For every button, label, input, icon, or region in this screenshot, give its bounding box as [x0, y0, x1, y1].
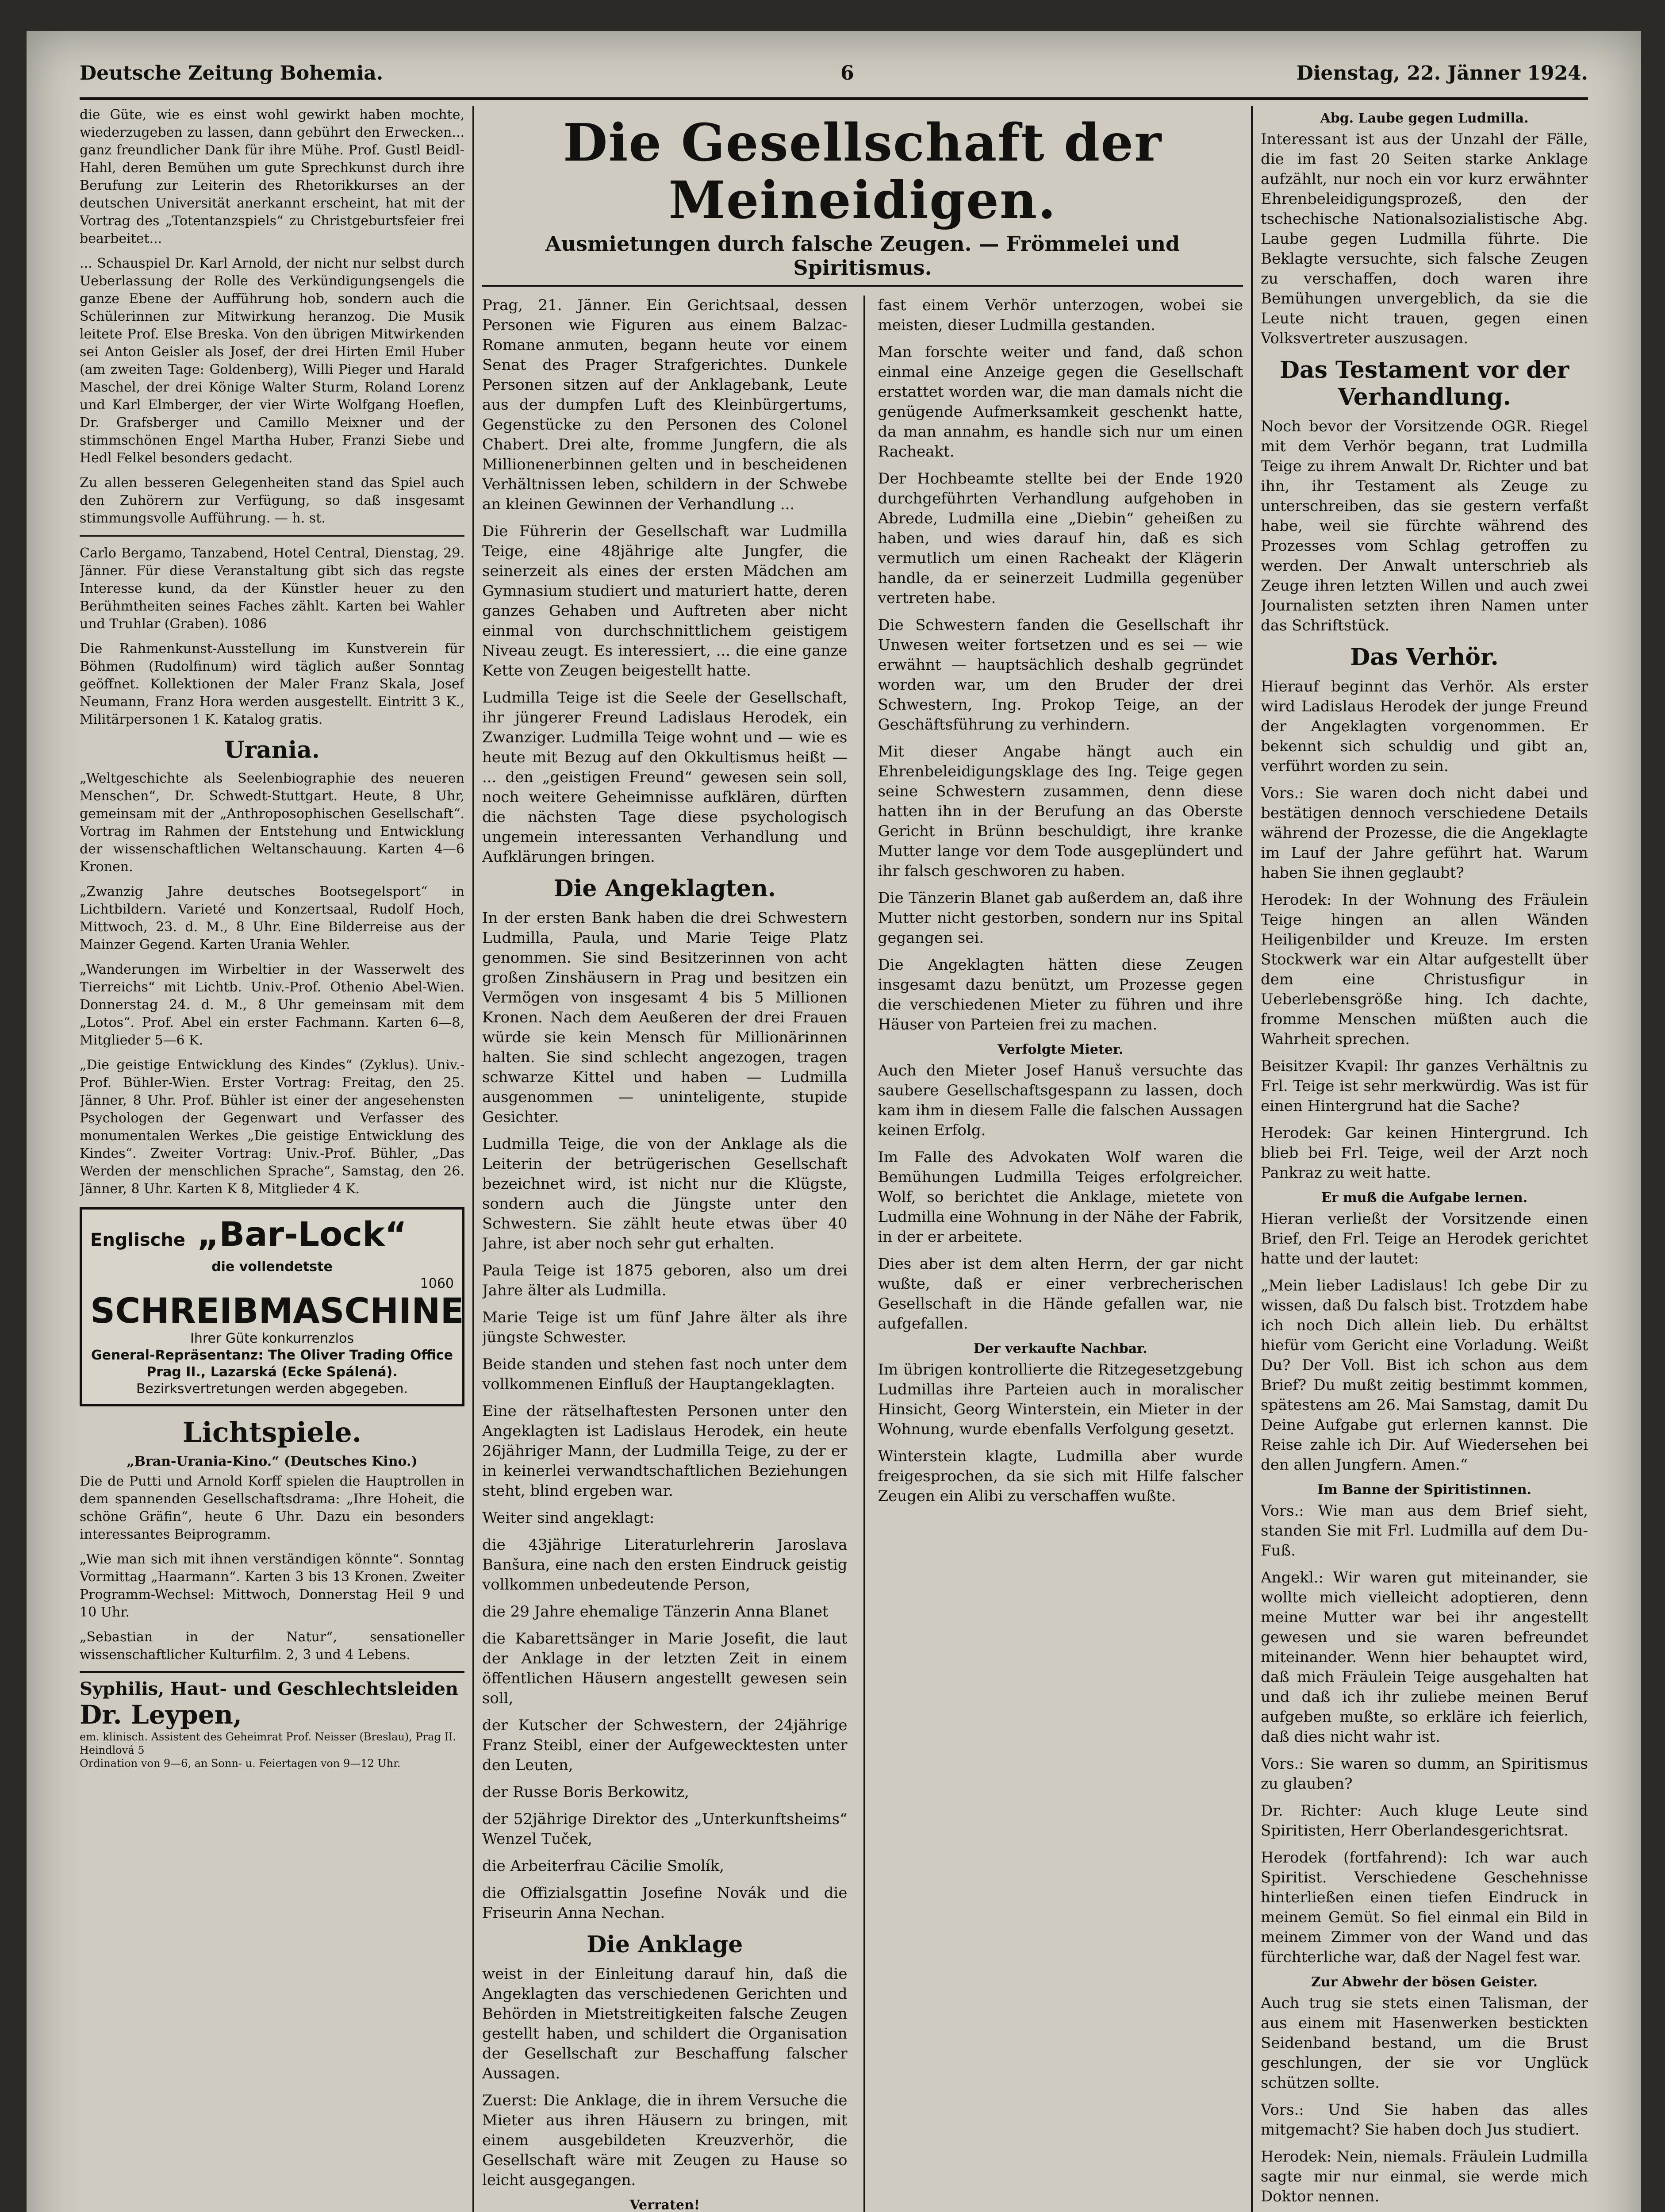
article-paragraph: Man forschte weiter und fand, daß schon einmal eine Anzeige gegen die Gesellschaft erstattet worden war, die man damals nicht die genügende Aufmerksamkeit geschenkt hatte, da man annahm, es handle sich nur um einen Racheakt.: [878, 343, 1243, 461]
article-paragraph: Winterstein klagte, Ludmilla aber wurde freigesprochen, da sie sich mit Hilfe falscher Zeugen ein Alibi zu verschaffen wußte.: [878, 1448, 1243, 1505]
divider: [80, 535, 464, 537]
article-paragraph: Herodek (fortfahrend): Ich war auch Spiritist. Verschiedene Geschehnisse hinterließen einen tiefen Eindruck in meinem Gemüt. So fiel einmal ein Bild in meinem Zimmer von der Wand und das fürchterliche war, daß der Nagel fest war.: [1261, 1849, 1588, 1966]
ad-tagline: die vollendetste: [211, 1259, 333, 1275]
cinema-heading: Lichtspiele.: [182, 1416, 362, 1448]
article-paragraph: In der ersten Bank haben die drei Schwestern Ludmilla, Paula, und Marie Teige Platz genommen. Sie sind Besitzerinnen von acht großen Zinshäusern in Prag und besitzen ein Vermögen von insgesamt 4 bis 5 Millionen Kronen. Nach dem Aeußeren der drei Frauen würde sie kein Mensch für Millionärinnen halten. Sie sind schlecht angezogen, tragen schwarze Kittel und haben — Ludmilla ausgenommen — uninteligente, stupide Gesichter.: [482, 909, 848, 1126]
article-paragraph: Herodek: In der Wohnung des Fräulein Teige hingen an allen Wänden Heiligenbilder und Kreuze. Im ersten Stockwerk war ein Altar aufgestellt über dem eine Christusfigur in Ueberlebensgröße hing. Ich dachte, fromme Menschen müßten auch die Wahrheit sprechen.: [1261, 891, 1588, 1048]
article-paragraph: Dies aber ist dem alten Herrn, der gar nicht wußte, daß er einer verbrecherischen Gesellschaft in die Hände gefallen war, nie aufgefallen.: [878, 1255, 1243, 1333]
ad-bottom-detail: em. klinisch. Assistent des Geheimrat Prof. Neisser (Breslau), Prag II. Heindlová 5: [80, 1731, 457, 1756]
page-number: 6: [840, 62, 854, 84]
ad-brand: [90, 1216, 454, 1259]
article-paragraph: Vors.: Sie waren so dumm, an Spiritismus zu glauben?: [1261, 1755, 1588, 1793]
article-paragraph: Zuerst: Die Anklage, die in ihrem Versuche die Mieter aus ihren Häusern zu bringen, mit einem ausgebildeten Kreuzverhör, die Gesellschaft wäre mit Zeugen zu Hause so leicht ausgegangen.: [482, 2092, 848, 2189]
article-paragraph: die 43jährige Literaturlehrerin Jaroslava Banšura, eine nach den ersten Eindruck geistig vollkommen unbedeutende Person,: [482, 1536, 848, 1594]
kicker-laube: Abg. Laube gegen Ludmilla.: [1320, 111, 1529, 126]
urania-item: „Die geistige Entwicklung des Kindes“ (Zyklus). Univ.-Prof. Bühler-Wien. Erster Vortrag: Freitag, den 25. Jänner, 8 Uhr. Prof. Bühler ist einer der angesehensten Psychologen der Gegenwart und Verfasser des monumentalen Werkes „Die geistige Entwicklung des Kindes“. Zweiter Vortrag: Univ.-Prof. Bühler, „Das Werden der menschlichen Sprache“, Samstag, den 26. Jänner, 8 Uhr. Karten K 8, Mitglieder 4 K.: [80, 1057, 464, 1197]
article-paragraph: Hierauf beginnt das Verhör. Als erster wird Ladislaus Herodek der junge Freund der Angeklagten vorgenommen. Er bekennt sich schuldig und gibt an, verführt worden zu sein.: [1261, 678, 1588, 775]
section-heading-accused: Die Angeklagten.: [553, 875, 776, 902]
article-paragraph: Marie Teige ist um fünf Jahre älter als ihre jüngste Schwester.: [482, 1309, 848, 1346]
article-paragraph: Vors.: Und Sie haben das alles mitgemacht? Sie haben doch Jus studiert.: [1261, 2101, 1588, 2139]
column-rule-2: [1251, 106, 1253, 2212]
notice: Die Rahmenkunst-Ausstellung im Kunstverein für Böhmen (Rudolfinum) wird täglich außer Sonntag geöffnet. Kollektionen der Maler Franz Skala, Josef Neumann, Franz Hora werden ausgestellt. Eintritt 3 K., Militärpersonen 1 K. Katalog gratis.: [80, 641, 464, 727]
ad-brand-name: „Bar-Lock“: [197, 1214, 407, 1254]
column-left: [80, 106, 464, 2212]
doctor-advertisement: [80, 1671, 464, 1770]
article-paragraph: fast einem Verhör unterzogen, wobei sie meisten, dieser Ludmilla gestanden.: [878, 296, 1243, 334]
article-paragraph: Auch trug sie stets einen Talisman, der aus einem mit Hasenwerken bestickten Seidenband bestand, um die Brust geschlungen, der sie vor Unglück schützen sollte.: [1261, 1994, 1588, 2092]
ad-product: SCHREIBMASCHINE: [90, 1291, 464, 1331]
review-paragraph: ... Schauspiel Dr. Karl Arnold, der nicht nur selbst durch Ueberlassung der Rolle des Verkündigungsengels die ganze Ebene der Aufführung hob, sondern auch die Schülerinnen zur Mitwirkung heranzog. Die Musik leitete Prof. Else Breska. Von den übrigen Mitwirkenden sei Anton Geisler als Josef, der drei Hirten Emil Huber (am zweiten Tage: Goldenberg), Willi Pieger und Harald Maschel, der drei Könige Walter Sturm, Roland Lorenz und Karl Elmberger, der vier Wirte Wolfgang Hoeflen, Dr. Grafsberger und Camillo Meixner und der stimmschönen Engel Martha Huber, Franzi Siebe und Hedl Felkel besonders gedacht.: [80, 256, 464, 466]
ad-bottom-name: Dr. Leypen,: [80, 1700, 242, 1730]
article-paragraph: Herodek: Nein, niemals. Fräulein Ludmilla sagte mir nur einmal, sie werde mich Doktor nennen.: [1261, 2148, 1588, 2205]
newspaper-page: [27, 31, 1641, 2212]
article-paragraph: Dr. Richter: Auch kluge Leute sind Spiritisten, Herr Oberlandesgerichtsrat.: [1261, 1802, 1588, 1839]
article-paragraph: Die Schwestern fanden die Gesellschaft ihr Unwesen weiter fortsetzen und es sei — wie erwähnt — hauptsächlich deshalb gegründet worden war, um den Bruder der drei Schwestern, Ing. Prokop Teige, an der Geschäftsführung zu verhindern.: [878, 616, 1243, 733]
cinema-subheading: „Bran-Urania-Kino.“ (Deutsches Kino.): [127, 1454, 418, 1469]
article-paragraph: Vors.: Sie waren doch nicht dabei und bestätigen dennoch verschiedene Details während der Prozesse, die die Angeklagte im Lauf der Jahre geführt hat. Warum haben Sie ihnen geglaubt?: [1261, 784, 1588, 882]
barlock-advertisement: [80, 1207, 464, 1406]
urania-item: „Zwanzig Jahre deutsches Bootsegelsport“ in Lichtbildern. Varieté und Konzertsaal, Rudolf Hoch, Mittwoch, 23. d. M., 8 Uhr. Eine Bilderreise aus der Mainzer Gegend. Karten Urania Wehler.: [80, 884, 464, 952]
kicker-letter: Er muß die Aufgabe lernen.: [1321, 1190, 1528, 1206]
cinema-item: „Wie man sich mit ihnen verständigen könnte“. Sonntag Vormittag „Haarmann“. Karten 3 bis 13 Kronen. Zweiter Programm-Wechsel: Mittwoch, Donnerstag Heil 9 und 10 Uhr.: [80, 1551, 464, 1620]
article-paragraph: Ludmilla Teige ist die Seele der Gesellschaft, ihr jüngerer Freund Ladislaus Herodek, ein Zwanziger. Ludmilla Teige wohnt und — wie es heute mit Bezug auf den Okkultismus heißt — ... den „geistigen Freund“ gewesen sein soll, noch weitere Geheimnisse aufklären, dürften die nächsten Tage diese psychologisch ungemein interessanten Verhandlung und Aufklärungen bringen.: [482, 689, 848, 866]
kicker-spirits: Zur Abwehr der bösen Geister.: [1311, 1974, 1538, 1990]
column-right: [1261, 106, 1588, 2212]
article-paragraph: Die Tänzerin Blanet gab außerdem an, daß ihre Mutter nicht gestorben, sondern nur ins Spital gegangen sei.: [878, 889, 1243, 947]
column-rule-1: [472, 106, 474, 2212]
urania-item: „Weltgeschichte als Seelenbiographie des neueren Menschen“, Dr. Schwedt-Stuttgart. Heute, 8 Uhr, gemeinsam mit der „Anthroposophischen Gesellschaft“. Vortrag im Rahmen der Entstehung und Entwicklung der wissenschaftlichen Weltanschauung. Karten 4—6 Kronen.: [80, 771, 464, 875]
article-paragraph: Beisitzer Kvapil: Ihr ganzes Verhältnis zu Frl. Teige ist sehr merkwürdig. Was ist für einen Hintergrund hat die Sache?: [1261, 1057, 1588, 1115]
urania-item: „Wanderungen im Wirbeltier in der Wasserwelt des Tierreichs“ mit Lichtb. Univ.-Prof. Othenio Abel-Wien. Donnerstag 24. d. M., 8 Uhr gemeinsam mit dem „Lotos“. Prof. Abel ein erster Fachmann. Karten 6—8, Mitglieder 5—6 K.: [80, 962, 464, 1048]
issue-date: Dienstag, 22. Jänner 1924.: [1296, 62, 1588, 84]
review-paragraph: die Güte, wie es einst wohl gewirkt haben mochte, wiederzugeben zu lassen, dann gebührt den Erwecken... ganz freundlicher Dank für ihre Mühe. Prof. Gustl Beidl-Hahl, deren Bemühen um gute Sprechkunst durch ihre Berufung zur Leiterin des Rhetorikkurses an der deutschen Universität anerkannt erscheint, hat mit der Vortrag des „Totentanzspiels“ zu Christgeburtsfeier frei bearbeitet...: [80, 107, 464, 246]
article-paragraph: Die Angeklagten hätten diese Zeugen insgesamt dazu benützt, um Prozesse gegen die verschiedenen Mieter zu führen und ihre Häuser von Parteien frei zu machen.: [878, 956, 1243, 1033]
article-paragraph: der Kutscher der Schwestern, der 24jährige Franz Steibl, einer der Aufgewecktesten unter den Leuten,: [482, 1717, 848, 1774]
kicker-spiritists: Im Banne der Spiritistinnen.: [1317, 1482, 1532, 1498]
review-paragraph: Zu allen besseren Gelegenheiten stand das Spiel auch den Zuhörern zur Verfügung, so daß insgesamt stimmungsvolle Aufführung. — h. st.: [80, 475, 464, 526]
column-main-article: [482, 106, 1243, 2212]
ad-line: General-Repräsentanz: The Oliver Trading Office Prag II., Lazarská (Ecke Spálená).: [91, 1348, 453, 1380]
kicker-betrayal: Verraten!: [629, 2197, 700, 2212]
article-paragraph: die Kabarettsänger in Marie Josefit, die laut der Anklage in der letzten Zeit in einem öffentlichen Häusern angestellt gewesen sein soll,: [482, 1630, 848, 1707]
ad-brand-left: Englische: [90, 1230, 185, 1250]
section-heading-testament: Das Testament vor der Verhandlung.: [1279, 357, 1569, 411]
article-paragraph: Weiter sind angeklagt:: [482, 1509, 655, 1527]
article-paragraph: die Offizialsgattin Josefine Novák und die Friseurin Anna Nechan.: [482, 1884, 848, 1922]
article-paragraph: Eine der rätselhaftesten Personen unter den Angeklagten ist Ladislaus Herodek, ein heute 26jähriger Mann, der Ludmilla Teige, zu der er in keinerlei verwandtschaftlichen Beziehungen steht, blind ergeben war.: [482, 1402, 848, 1500]
article-paragraph: Noch bevor der Vorsitzende OGR. Riegel mit dem Verhör begann, trat Ludmilla Teige zu ihrem Anwalt Dr. Richter und bat ihn, ihr Testament als Zeuge zu unterschreiben, das sie gestern verfaßt habe, weil sie fürchte während des Prozesses vom Schlag getroffen zu werden. Der Anwalt unterschrieb als Zeuge ihren letzten Willen und auch zwei Journalisten setzten ihren Namen unter das Schriftstück.: [1261, 418, 1588, 634]
article-paragraph: Angekl.: Wir waren gut miteinander, sie wollte mich vielleicht adoptieren, denn meine Mutter war bei ihr angestellt gewesen und sie waren befreundet miteinander. Wenn hier behauptet wird, daß mich Fräulein Teige ausgehalten hat und daß ich ihr zuliebe meinen Beruf aufgeben mußte, so erkläre ich feierlich, daß dies nicht wahr ist.: [1261, 1569, 1588, 1746]
article-paragraph: Der Hochbeamte stellte bei der Ende 1920 durchgeführten Verhandlung aufgehoben in Abrede, Ludmilla eine „Diebin“ geheißen zu haben, und wies darauf hin, daß es sich vermutlich um einen Racheakt der Klägerin handle, da er seinerzeit Ludmilla gegenüber vertreten habe.: [878, 470, 1243, 607]
article-paragraph: Im Falle des Advokaten Wolf waren die Bemühungen Ludmilla Teiges erfolgreicher. Wolf, so berichtet die Anklage, mietete von Ludmilla eine Wohnung in der Nähe der Fabrik, in der er arbeitete.: [878, 1148, 1243, 1246]
notice: Carlo Bergamo, Tanzabend, Hotel Central, Dienstag, 29. Jänner. Für diese Veranstaltung gibt sich das regste Interesse kund, da der Künstler heuer zu den Berühmtheiten seines Faches zählt. Karten bei Wahler und Truhlar (Graben). 1086: [80, 545, 464, 632]
cinema-item: „Sebastian in der Natur“, sensationeller wissenschaftlicher Kulturfilm. 2, 3 und 4 Lebens.: [80, 1629, 464, 1663]
header-rule: [80, 97, 1588, 100]
article-paragraph: die Arbeiterfrau Cäcilie Smolík,: [482, 1857, 725, 1875]
article-paragraph: die 29 Jahre ehemalige Tänzerin Anna Blanet: [482, 1603, 829, 1621]
ad-bottom-hours: Ordination von 9—6, an Sonn- u. Feiertagen von 9—12 Uhr.: [80, 1757, 401, 1770]
article-paragraph: Interessant ist aus der Unzahl der Fälle, die im fast 20 Seiten starke Anklage aufzählt, nur noch ein vor kurz erwähnter Ehrenbeleidigungsprozeß, den der tschechische Nationalsozialistische Abg. Laube gegen Ludmilla führte. Die Beklagte versuchte, sich falsche Zeugen zu verschaffen, doch waren ihre Bemühungen unvergeblich, da sie die Leute nicht trauen, gegen einen Volksvertreter auszusagen.: [1261, 131, 1588, 347]
section-heading-charge: Die Anklage: [587, 1931, 743, 1958]
article-subcolumn-right: [863, 296, 1243, 2212]
masthead-name: Deutsche Zeitung Bohemia.: [80, 62, 384, 84]
article-subcolumn-left: [482, 296, 848, 2212]
urania-heading: Urania.: [224, 737, 320, 764]
kicker-neighbour: Der verkaufte Nachbar.: [973, 1341, 1147, 1356]
article-paragraph: der 52jährige Direktor des „Unterkunftsheims“ Wenzel Tuček,: [482, 1810, 848, 1848]
cinema-item: Die de Putti und Arnold Korff spielen die Hauptrollen in dem spannenden Gesellschaftsdrama: „Ihre Hoheit, die schöne Gräfin“, heute 6 Uhr. Dazu ein besonders interessantes Beiprogramm.: [80, 1474, 464, 1542]
article-paragraph: Die Führerin der Gesellschaft war Ludmilla Teige, eine 48jährige alte Jungfer, die seinerzeit als eines der ersten Mädchen am Gymnasium studiert und maturiert hatte, deren ganzes Gehaben und Auftreten aber nicht einmal von durchschnittlichem geistigem Niveau zeugt. Es interessiert, ... die eine ganze Kette von Zeugen beigestellt hatte.: [482, 522, 848, 680]
article-subheadline: Ausmietungen durch falsche Zeugen. — Frömmelei und Spiritismus.: [482, 232, 1243, 287]
article-paragraph: Auch den Mieter Josef Hanuš versuchte das saubere Gesellschaftsgespann zu lassen, doch kam ihm in diesem Falle die falschen Aussagen keinen Erfolg.: [878, 1062, 1243, 1139]
article-paragraph: Paula Teige ist 1875 geboren, also um drei Jahre älter als Ludmilla.: [482, 1262, 848, 1299]
article-paragraph: Prag, 21. Jänner. Ein Gerichtsaal, dessen Personen wie Figuren aus einem Balzac-Romane anmuten, begann heute vor einem Senat des Prager Strafgerichtes. Dunkele Personen sitzen auf der Anklagebank, Leute aus der dumpfen Luft des Kleinbürgertums, Gegenstücke zu den Personen des Colonel Chabert. Drei alte, fromme Jungfern, die als Millionenerbinnen gelten und in bescheidenen Verhältnissen leben, schildern in der Schwebe an kleinen Gewinnen der Verhandlung ...: [482, 296, 848, 513]
ad-code: 1060: [420, 1276, 454, 1291]
ad-line: Ihrer Güte konkurrenzlos: [190, 1331, 354, 1346]
article-paragraph: Vors.: Wie man aus dem Brief sieht, standen Sie mit Frl. Ludmilla auf dem Du-Fuß.: [1261, 1502, 1588, 1559]
article-headline: Die Gesellschaft der Meineidigen.: [563, 113, 1162, 230]
article-paragraph: der Russe Boris Berkowitz,: [482, 1783, 689, 1801]
running-head: [80, 58, 1588, 93]
article-paragraph: Hieran verließt der Vorsitzende einen Brief, den Frl. Teige an Herodek gerichtet hatte und der lautet:: [1261, 1210, 1588, 1267]
section-heading-hearing: Das Verhör.: [1350, 644, 1499, 671]
ad-line: Bezirksvertretungen werden abgegeben.: [136, 1381, 408, 1397]
kicker-tenants: Verfolgte Mieter.: [997, 1042, 1124, 1057]
article-paragraph: Herodek: Gar keinen Hintergrund. Ich blieb bei Frl. Teige, weil der Arzt noch Pankraz zu weit hatte.: [1261, 1124, 1588, 1182]
article-paragraph: weist in der Einleitung darauf hin, daß die Angeklagten das verschiedenen Gerichten und Behörden in Mietstreitigkeiten falsche Zeugen gestellt haben, und schildert die Organisation der Gesellschaft zur Beschaffung falscher Aussagen.: [482, 1965, 848, 2082]
ad-bottom-topline: Syphilis, Haut- und Geschlechtsleiden: [80, 1678, 458, 1699]
article-paragraph: Mit dieser Angabe hängt auch ein Ehrenbeleidigungsklage des Ing. Teige gegen seine Schwestern zusammen, denn diese hatten ihn in der Berufung an das Oberste Gericht in Brünn beschuldigt, ihre kranke Mutter lange vor dem Tode ausgeplündert und ihr falsch geschworen zu haben.: [878, 743, 1243, 880]
article-paragraph: Beide standen und stehen fast noch unter dem vollkommenen Einfluß der Hauptangeklagten.: [482, 1356, 848, 1393]
article-paragraph: „Mein lieber Ladislaus! Ich gebe Dir zu wissen, daß Du falsch bist. Trotzdem habe ich noch Dich allein lieb. Du erhältst hiefür vom Gericht eine Vorladung. Weißt Du? Der Voll. Bist ich schon aus dem Brief? Du mußt zeitig bestimmt kommen, spätestens am 26. Mai Samstag, damit Du Deine Aufgabe gut erlernen kannst. Die Reise zahle ich Dir. Auf Wiedersehen bei den allen Jungfern. Amen.“: [1261, 1277, 1588, 1474]
article-paragraph: Im übrigen kontrollierte die Ritzegesetzgebung Ludmillas ihre Parteien auch in moralischer Hinsicht, Georg Winterstein, ein Mieter in der Wohnung, wurde ebenfalls Verfolgung gesetzt.: [878, 1361, 1243, 1438]
article-subcolumns: [482, 296, 1243, 2212]
article-paragraph: Ludmilla Teige, die von der Anklage als die Leiterin der betrügerischen Gesellschaft bezeichnet wird, ist nicht nur die Klügste, sondern auch die Jüngste unter den Schwestern. Sie zählt heute etwas über 40 Jahre, ist aber noch sehr gut erhalten.: [482, 1135, 848, 1252]
